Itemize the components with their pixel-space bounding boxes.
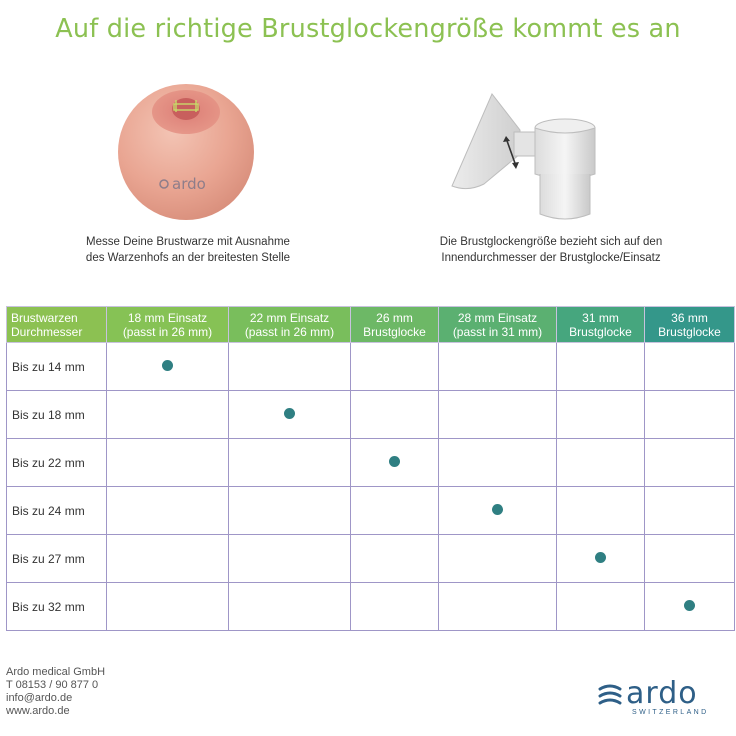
left-caption-line2: des Warzenhofs an der breitesten Stelle xyxy=(85,252,291,264)
row-label: Bis zu 32 mm xyxy=(7,583,107,631)
header-line1: 18 mm Einsatz xyxy=(127,310,208,325)
footer-company: Ardo medical GmbH xyxy=(6,666,106,678)
footer-email: info@ardo.de xyxy=(6,692,73,704)
table-cell xyxy=(351,391,439,439)
header-line1: 36 mm xyxy=(671,310,708,325)
right-caption-line1: Die Brustglockengröße bezieht sich auf den xyxy=(439,236,663,248)
table-cell xyxy=(351,439,439,487)
table-cell xyxy=(107,391,229,439)
header-26mm-shield xyxy=(351,307,439,343)
table-cell xyxy=(107,487,229,535)
footer-contact xyxy=(6,666,105,718)
header-line2: Brustglocke xyxy=(569,324,632,339)
table-cell xyxy=(439,343,557,391)
header-nipple-diameter xyxy=(7,307,107,343)
table-cell xyxy=(645,583,735,631)
table-cell xyxy=(645,439,735,487)
header-line2: (passt in 31 mm) xyxy=(452,324,543,339)
table-row xyxy=(7,487,735,535)
table-cell xyxy=(439,439,557,487)
table-row xyxy=(7,439,735,487)
table-cell xyxy=(557,535,645,583)
footer-website: www.ardo.de xyxy=(6,705,70,717)
table-cell xyxy=(557,391,645,439)
match-dot xyxy=(284,408,295,419)
table-cell xyxy=(557,583,645,631)
nipple-model-illustration xyxy=(112,76,260,224)
footer-phone: T 08153 / 90 877 0 xyxy=(6,679,99,691)
table-cell xyxy=(229,391,351,439)
ardo-logo-icon xyxy=(598,683,622,709)
match-dot xyxy=(684,600,695,611)
right-caption-line2: Innendurchmesser der Brustglocke/Einsatz xyxy=(441,252,661,264)
table-cell xyxy=(107,583,229,631)
table-cell xyxy=(229,535,351,583)
right-caption xyxy=(392,234,710,266)
ardo-logo xyxy=(598,676,728,720)
table-cell xyxy=(229,487,351,535)
table-cell xyxy=(439,535,557,583)
table-cell xyxy=(557,343,645,391)
logo-word: ardo xyxy=(626,676,698,711)
table-cell xyxy=(351,535,439,583)
breast-shield-illustration xyxy=(448,88,608,228)
table-cell xyxy=(557,487,645,535)
match-dot xyxy=(492,504,503,515)
table-cell xyxy=(229,439,351,487)
table-cell xyxy=(351,343,439,391)
ardo-watermark-text: ardo xyxy=(172,175,206,193)
header-line2: Brustglocke xyxy=(658,324,721,339)
table-cell xyxy=(439,487,557,535)
table-cell xyxy=(229,343,351,391)
row-label: Bis zu 14 mm xyxy=(7,343,107,391)
header-line2: (passt in 26 mm) xyxy=(244,324,335,339)
table-cell xyxy=(645,391,735,439)
table-row xyxy=(7,391,735,439)
size-table xyxy=(6,306,735,631)
row-label: Bis zu 22 mm xyxy=(7,439,107,487)
header-18mm-insert xyxy=(107,307,229,343)
table-cell xyxy=(229,583,351,631)
left-caption-line1: Messe Deine Brustwarze mit Ausnahme xyxy=(86,236,290,248)
header-line1: 26 mm xyxy=(376,310,413,325)
table-cell xyxy=(439,583,557,631)
table-row xyxy=(7,535,735,583)
table-header-row xyxy=(7,307,735,343)
table-cell xyxy=(645,343,735,391)
table-row xyxy=(7,343,735,391)
table-cell xyxy=(557,439,645,487)
header-36mm-shield xyxy=(645,307,735,343)
table-cell xyxy=(645,535,735,583)
logo-subtitle: SWITZERLAND xyxy=(632,709,709,716)
page-title: Auf die richtige Brustglockengröße kommt es an xyxy=(55,14,681,44)
header-line2: Durchmesser xyxy=(11,324,83,339)
table-cell xyxy=(351,487,439,535)
header-line1: 22 mm Einsatz xyxy=(249,310,330,325)
header-22mm-insert xyxy=(229,307,351,343)
header-line1: Brustwarzen xyxy=(11,310,78,325)
table-cell xyxy=(107,535,229,583)
row-label: Bis zu 24 mm xyxy=(7,487,107,535)
header-line1: 31 mm xyxy=(582,310,619,325)
table-cell xyxy=(107,439,229,487)
table-cell xyxy=(107,343,229,391)
header-31mm-shield xyxy=(557,307,645,343)
header-28mm-insert xyxy=(439,307,557,343)
table-body xyxy=(7,343,735,631)
table-cell xyxy=(645,487,735,535)
left-caption xyxy=(32,234,344,266)
header-line1: 28 mm Einsatz xyxy=(457,310,538,325)
table-row xyxy=(7,583,735,631)
match-dot xyxy=(389,456,400,467)
table-cell xyxy=(351,583,439,631)
match-dot xyxy=(595,552,606,563)
table-cell xyxy=(439,391,557,439)
row-label: Bis zu 27 mm xyxy=(7,535,107,583)
header-line2: (passt in 26 mm) xyxy=(122,324,213,339)
row-label: Bis zu 18 mm xyxy=(7,391,107,439)
header-line2: Brustglocke xyxy=(363,324,426,339)
match-dot xyxy=(162,360,173,371)
